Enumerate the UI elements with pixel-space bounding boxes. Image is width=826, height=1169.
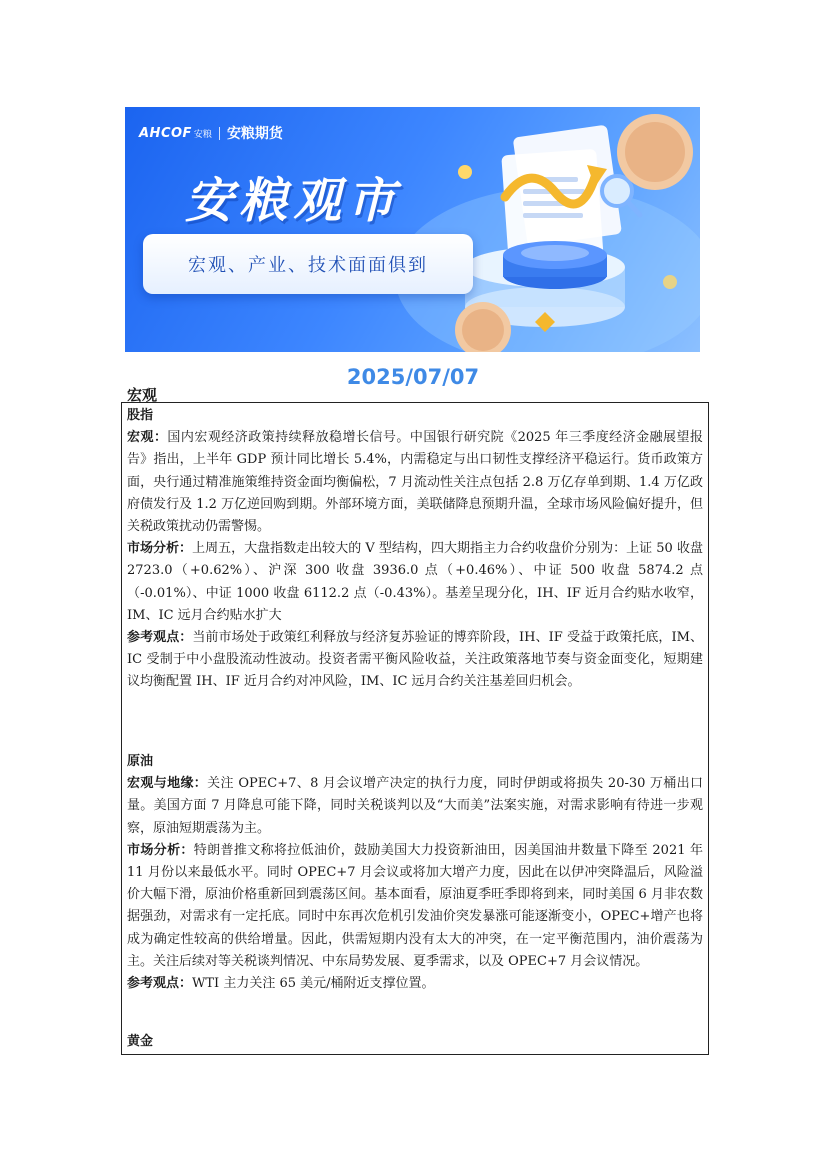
header-banner	[125, 107, 700, 352]
view-label: 参考观点：	[127, 976, 193, 992]
gold-heading: 黄金	[127, 1034, 154, 1049]
report-date: 2025/07/07	[346, 365, 480, 389]
gold-section	[127, 1031, 703, 1053]
brand-logo	[139, 123, 283, 143]
macro-label: 宏观：	[127, 430, 168, 446]
view-text: 当前市场处于政策红利释放与经济复苏验证的博弈阶段，IH、IF 受益于政策托底，IM、IC 受制于中小盘股流动性波动。投资者需平衡风险收益，关注政策落地节奏与资金面变化，短期建议均衡配置 IH、IF 近月合约对冲风险，IM、IC 远月合约关注基差回归机会。	[127, 630, 703, 690]
crude-oil-market	[127, 840, 703, 973]
banner-subtitle-pill	[143, 234, 473, 294]
banner-subtitle: 宏观、产业、技术面面俱到	[188, 255, 428, 276]
logo-divider	[219, 127, 220, 140]
crude-oil-view	[127, 973, 703, 995]
crude-oil-heading: 原油	[127, 754, 154, 769]
market-text: 特朗普推文称将拉低油价，鼓励美国大力投资新油田，因美国油井数量下降至 2021 年 11 月份以来最低水平。同时 OPEC+7 月会议或将加大增产力度，因此在以伊冲突降温后，风险溢价大幅下滑，原油价格重新回到震荡区间。基本面看，原油夏季旺季即将到来，同时美国 6 月非农数据强劲，对需求有一定托底。同时中东再次危机引发油价突发暴涨可能逐渐变小，OPEC+增产也将成为确定性较高的供给增量。因此，供需短期内没有太大的冲突，在一定平衡范围内，油价震荡为主。关注后续对等关税谈判情况、中东局势发展、夏季需求，以及 OPEC+7 月会议情况。	[127, 842, 703, 969]
stock-index-section	[127, 405, 703, 694]
report-content-box	[121, 402, 709, 1055]
stock-index-macro	[127, 427, 703, 538]
section-title: 宏观	[127, 386, 158, 404]
macro-text: 关注 OPEC+7、8 月会议增产决定的执行力度，同时伊朗或将损失 20-30 万桶出口量。美国方面 7 月降息可能下降，同时关税谈判以及“大而美”法案实施，对需求影响有待进一步观察，原油短期震荡为主。	[127, 776, 703, 836]
macro-text: 国内宏观经济政策持续释放稳增长信号。中国银行研究院《2025 年三季度经济金融展望报告》指出，上半年 GDP 预计同比增长 5.4%，内需稳定与出口韧性支撑经济平稳运行。货币政策方面，央行通过精准施策维持资金面均衡偏松，7 月流动性关注点包括 2.8 万亿存单到期、1.4 万亿政府债发行及 1.2 万亿逆回购到期。外部环境方面，美联储降息预期升温，全球市场风险偏好提升，但关税政策扰动仍需警惕。	[127, 430, 703, 535]
logo-subtext: 安粮	[193, 129, 212, 140]
crude-oil-macro	[127, 773, 703, 840]
stock-index-market	[127, 538, 703, 627]
market-label: 市场分析：	[127, 842, 194, 858]
market-text: 上周五，大盘指数走出较大的 V 型结构，四大期指主力合约收盘价分别为：上证 50 收盘 2723.0（+0.62%）、沪深 300 收盘 3936.0 点（+0.46%）、中证 500 收盘 5874.2 点（-0.01%）、中证 1000 收盘 6112.2 点（-0.43%）。基差呈现分化，IH、IF 近月合约贴水收窄，IM、IC 远月合约贴水扩大	[127, 541, 703, 623]
macro-label: 宏观与地缘：	[127, 776, 208, 792]
crude-oil-section	[127, 751, 703, 995]
view-label: 参考观点：	[127, 630, 193, 646]
market-label: 市场分析：	[127, 541, 193, 557]
view-text: WTI 主力关注 65 美元/桶附近支撑位置。	[192, 976, 435, 992]
stock-index-heading: 股指	[127, 408, 154, 423]
company-name: 安粮期货	[226, 126, 283, 142]
banner-title: 安粮观市	[185, 173, 402, 229]
stock-index-view	[127, 627, 703, 694]
logo-wordmark: AHCOF	[139, 125, 192, 141]
